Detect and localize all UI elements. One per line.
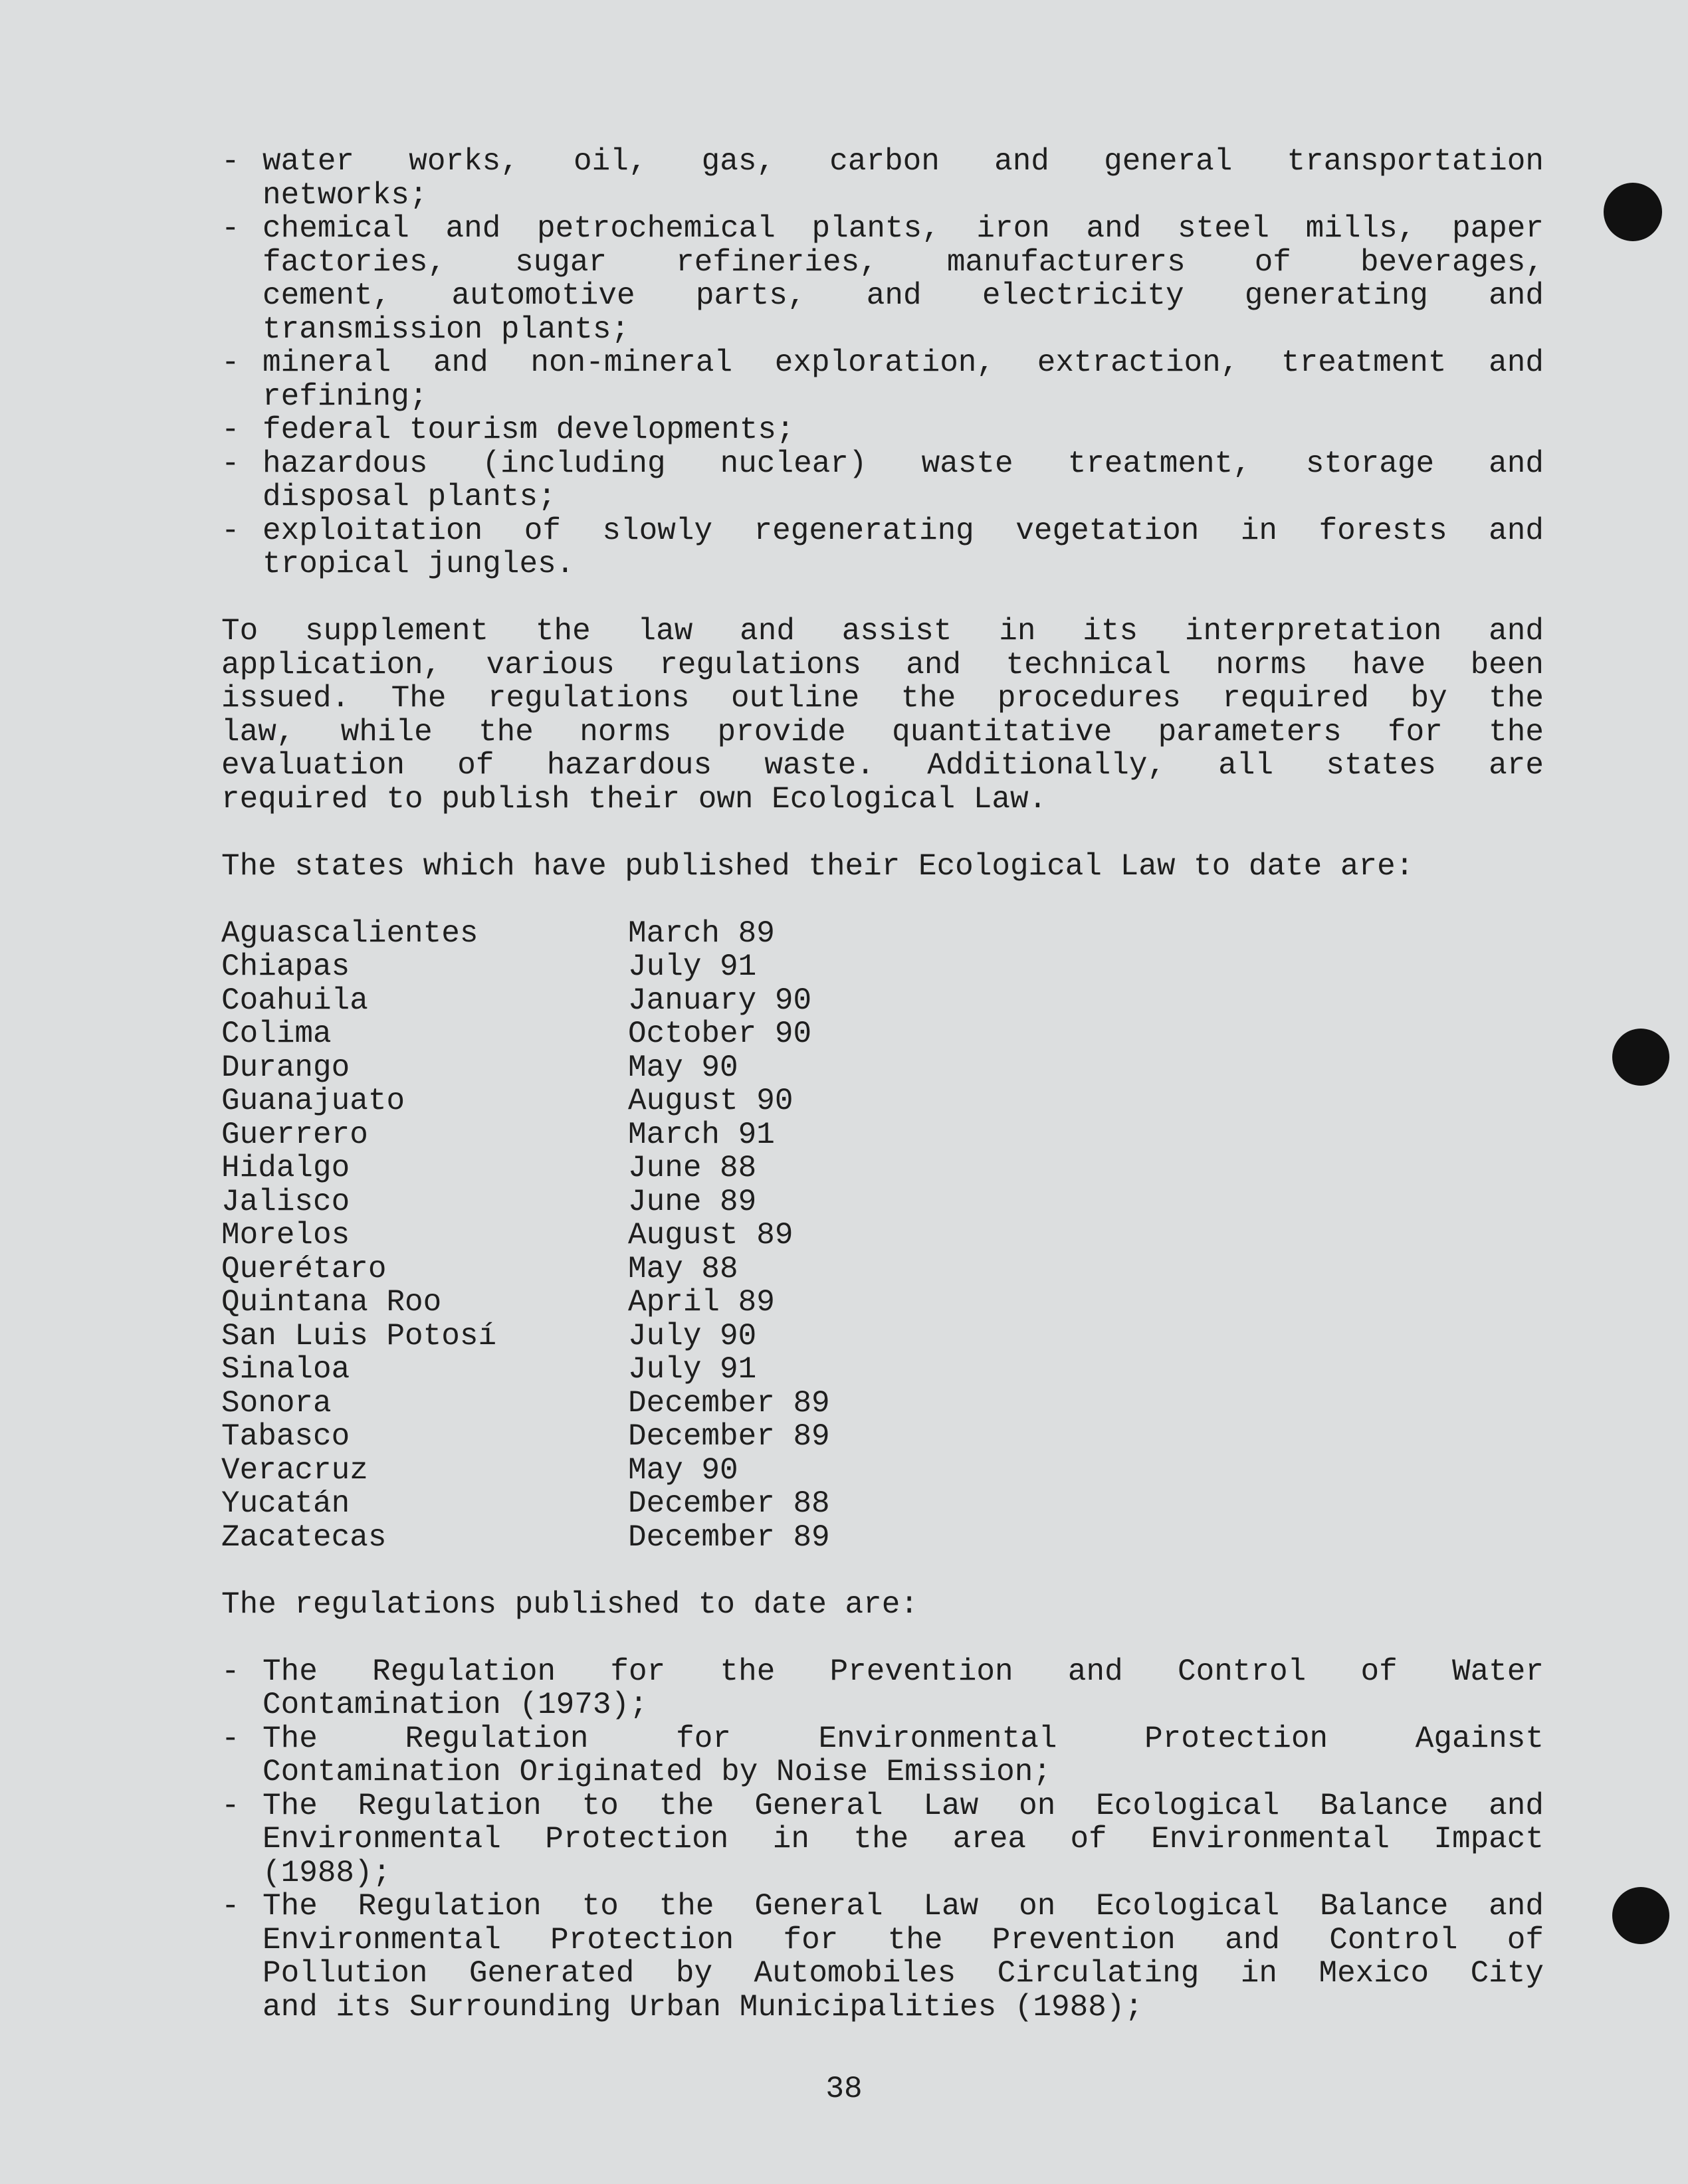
state-name: Colima: [221, 1017, 332, 1051]
list-item-line: mineral and non-mineral exploration, extraction, treatment and: [263, 346, 1544, 380]
paragraph-line: To supplement the law and assist in its interpretation and: [221, 614, 1544, 648]
list-item: [221, 514, 1544, 581]
bullet-dash: -: [221, 1721, 240, 1756]
state-name: Coahuila: [221, 983, 368, 1018]
bullet-dash: -: [221, 513, 240, 548]
state-name: Zacatecas: [221, 1520, 387, 1555]
table-row: [221, 1017, 1544, 1051]
state-date: July 91: [628, 949, 757, 984]
states-table: [221, 917, 1544, 1555]
spacer: [221, 1621, 1544, 1655]
list-item-line: The Regulation for the Prevention and Control of Water: [263, 1654, 1544, 1689]
state-name: Hidalgo: [221, 1151, 350, 1185]
state-name: Sonora: [221, 1385, 332, 1421]
state-name: San Luis Potosí: [221, 1318, 497, 1353]
regulations-list: [221, 1655, 1544, 2025]
list-item-line: The Regulation for Environmental Protection Against: [263, 1721, 1544, 1756]
state-date: January 90: [628, 983, 812, 1018]
list-item-line: hazardous (including nuclear) waste treatment, storage and: [263, 446, 1544, 481]
state-name: Morelos: [221, 1218, 350, 1252]
table-row: [221, 1454, 1544, 1488]
list-item: [221, 1655, 1544, 1722]
state-date: May 88: [628, 1251, 738, 1286]
list-item: [221, 1890, 1544, 2024]
table-row: [221, 1487, 1544, 1521]
paragraph-line: application, various regulations and technical norms have been: [221, 647, 1544, 682]
list-item-line: Environmental Protection for the Prevention and Control of: [263, 1922, 1544, 1957]
state-date: December 88: [628, 1486, 830, 1521]
list-item: [221, 346, 1544, 413]
bullet-dash: -: [221, 346, 240, 380]
state-name: Durango: [221, 1050, 350, 1085]
state-date: July 91: [628, 1352, 757, 1387]
paragraph-line: evaluation of hazardous waste. Additionally, all states are: [221, 748, 1544, 783]
list-item-line: Contamination (1973);: [263, 1688, 648, 1722]
bullet-dash: -: [221, 144, 240, 179]
table-row: [221, 1252, 1544, 1286]
state-date: March 89: [628, 916, 775, 951]
state-date: October 90: [628, 1017, 812, 1051]
paragraph-line: issued. The regulations outline the procedures required by the: [221, 681, 1544, 716]
list-item-line: and its Surrounding Urban Municipalities (1988);: [263, 1989, 1144, 2025]
list-item: [221, 447, 1544, 514]
spacer: [221, 816, 1544, 850]
list-item-line: The Regulation to the General Law on Ecological Balance and: [263, 1889, 1544, 1924]
table-row: [221, 917, 1544, 951]
table-row: [221, 1420, 1544, 1454]
state-name: Jalisco: [221, 1184, 350, 1219]
document-page: [221, 145, 1544, 2024]
table-row: [221, 1118, 1544, 1152]
bullet-dash: -: [221, 1889, 240, 1924]
table-row: [221, 950, 1544, 984]
list-item-line: Pollution Generated by Automobiles Circulating in Mexico City: [263, 1956, 1544, 1991]
table-row: [221, 1521, 1544, 1555]
list-item-line: water works, oil, gas, carbon and general transportation: [263, 144, 1544, 179]
list-item-line: factories, sugar refineries, manufacturers of beverages,: [263, 245, 1544, 280]
table-row: [221, 1387, 1544, 1421]
state-date: December 89: [628, 1419, 830, 1454]
state-date: August 89: [628, 1218, 793, 1252]
bullet-dash: -: [221, 1654, 240, 1689]
paragraph-line: law, while the norms provide quantitative parameters for the: [221, 714, 1544, 749]
table-row: [221, 984, 1544, 1018]
list-item-line: networks;: [263, 177, 428, 213]
list-item-line: tropical jungles.: [263, 547, 575, 581]
state-name: Yucatán: [221, 1486, 350, 1521]
table-row: [221, 1051, 1544, 1085]
list-item: [221, 1789, 1544, 1890]
regulations-intro: The regulations published to date are:: [221, 1587, 918, 1622]
states-intro: The states which have published their Ecological Law to date are:: [221, 848, 1414, 884]
list-item-line: federal tourism developments;: [263, 413, 795, 447]
state-name: Sinaloa: [221, 1352, 350, 1387]
state-name: Guerrero: [221, 1117, 368, 1152]
punch-hole: [1604, 183, 1662, 241]
list-item-line: (1988);: [263, 1855, 391, 1890]
state-date: August 90: [628, 1084, 793, 1118]
list-item: [221, 1722, 1544, 1789]
list-item-line: Contamination Originated by Noise Emission;: [263, 1755, 1051, 1789]
state-date: April 89: [628, 1285, 775, 1320]
paragraph-line: required to publish their own Ecological Law.: [221, 781, 1047, 817]
list-item-line: refining;: [263, 379, 428, 414]
spacer: [221, 883, 1544, 917]
list-item-line: Environmental Protection in the area of Environmental Impact: [263, 1822, 1544, 1856]
list-item: [221, 413, 1544, 447]
list-item-line: chemical and petrochemical plants, iron and steel mills, paper: [263, 211, 1544, 246]
table-row: [221, 1084, 1544, 1118]
punch-hole: [1612, 1887, 1669, 1944]
list-item: [221, 212, 1544, 346]
table-row: [221, 1185, 1544, 1219]
facility-list: [221, 145, 1544, 581]
state-name: Veracruz: [221, 1452, 368, 1488]
table-row: [221, 1286, 1544, 1320]
state-date: June 88: [628, 1151, 757, 1185]
table-row: [221, 1219, 1544, 1252]
list-item-line: disposal plants;: [263, 480, 556, 514]
state-name: Guanajuato: [221, 1084, 405, 1118]
table-row: [221, 1151, 1544, 1185]
spacer: [221, 1554, 1544, 1588]
state-date: December 89: [628, 1520, 830, 1555]
state-name: Aguascalientes: [221, 916, 478, 951]
state-name: Tabasco: [221, 1419, 350, 1454]
state-name: Querétaro: [221, 1251, 387, 1286]
list-item-line: cement, automotive parts, and electricity generating and: [263, 278, 1544, 313]
list-item-line: The Regulation to the General Law on Ecological Balance and: [263, 1788, 1544, 1823]
state-date: December 89: [628, 1385, 830, 1421]
spacer: [221, 581, 1544, 615]
state-date: March 91: [628, 1117, 775, 1152]
table-row: [221, 1353, 1544, 1387]
list-item-line: exploitation of slowly regenerating vegetation in forests and: [263, 513, 1544, 548]
bullet-dash: -: [221, 413, 240, 447]
state-date: June 89: [628, 1184, 757, 1219]
bullet-dash: -: [221, 1788, 240, 1823]
body-paragraph: [221, 615, 1544, 816]
state-name: Quintana Roo: [221, 1285, 442, 1320]
state-date: May 90: [628, 1050, 738, 1085]
table-row: [221, 1320, 1544, 1353]
punch-hole: [1612, 1029, 1669, 1086]
state-name: Chiapas: [221, 949, 350, 984]
state-date: May 90: [628, 1452, 738, 1488]
list-item-line: transmission plants;: [263, 312, 630, 347]
bullet-dash: -: [221, 446, 240, 481]
bullet-dash: -: [221, 211, 240, 246]
state-date: July 90: [628, 1318, 757, 1353]
list-item: [221, 145, 1544, 212]
page-number: 38: [825, 2072, 863, 2106]
